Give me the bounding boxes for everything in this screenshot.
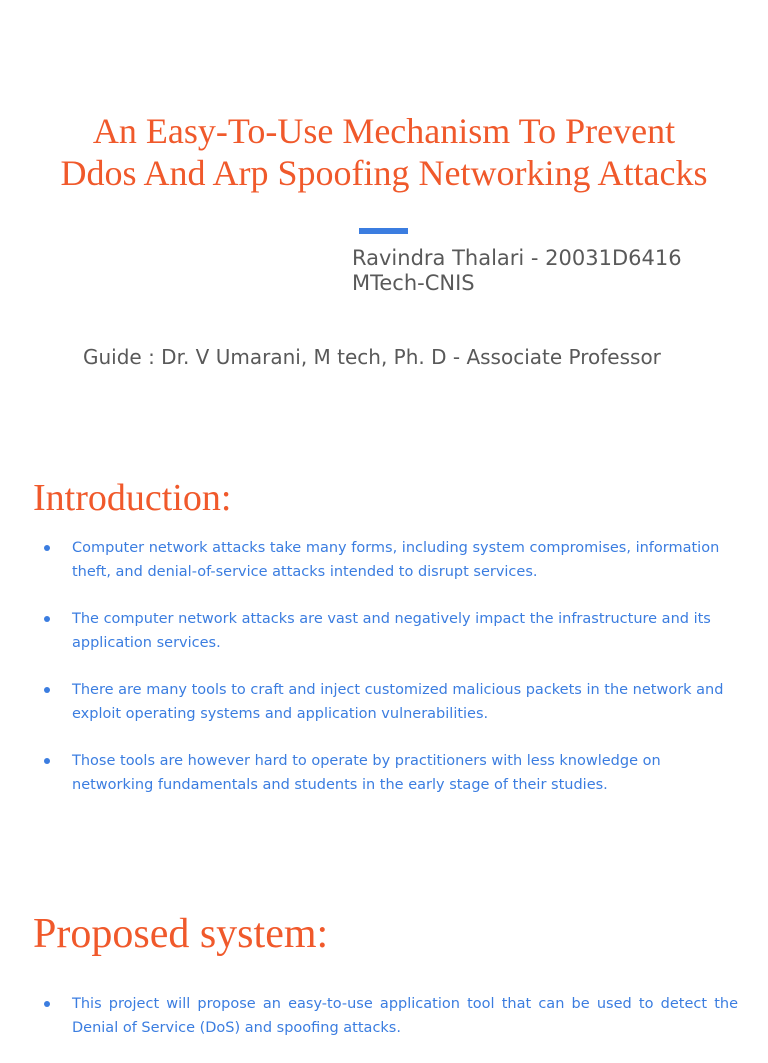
list-item (33, 536, 738, 584)
introduction-heading: Introduction: (33, 477, 232, 519)
bullet-dot-icon (44, 545, 50, 551)
author-name-id: Ravindra Thalari - 20031D6416 (352, 246, 682, 270)
bullet-text: Computer network attacks take many forms, including system compromises, information theft, and denial-of-service attacks intended to disrupt services. (72, 540, 720, 580)
title-line-2: Ddos And Arp Spoofing Networking Attacks (60, 153, 708, 193)
bullet-dot-icon (44, 758, 50, 764)
bullet-text: This project will propose an easy-to-use application tool that can be used to detect the Denial of Service (DoS) and spoofing attacks. (72, 996, 738, 1036)
bullet-dot-icon (44, 1001, 50, 1007)
list-item (33, 992, 738, 1040)
bullet-dot-icon (44, 687, 50, 693)
proposed-system-bullet-list (33, 992, 738, 1063)
introduction-bullet-list (33, 536, 738, 820)
author-block (352, 246, 682, 296)
title-line-1: An Easy-To-Use Mechanism To Prevent (92, 111, 676, 151)
proposed-system-heading: Proposed system: (33, 911, 329, 957)
list-item (33, 678, 738, 726)
list-item (33, 749, 738, 797)
bullet-dot-icon (44, 616, 50, 622)
list-item (33, 607, 738, 655)
bullet-text: There are many tools to craft and inject customized malicious packets in the network and exploit operating systems and application vulnerabilities. (72, 682, 724, 722)
author-program: MTech-CNIS (352, 271, 475, 295)
guide-line: Guide : Dr. V Umarani, M tech, Ph. D - Associate Professor (83, 345, 661, 369)
bullet-text: The computer network attacks are vast and negatively impact the infrastructure and its application services. (72, 611, 711, 651)
presentation-title (0, 110, 768, 194)
title-accent-bar (359, 228, 408, 234)
bullet-text: Those tools are however hard to operate by practitioners with less knowledge on networking fundamentals and students in the early stage of their studies. (72, 753, 661, 793)
